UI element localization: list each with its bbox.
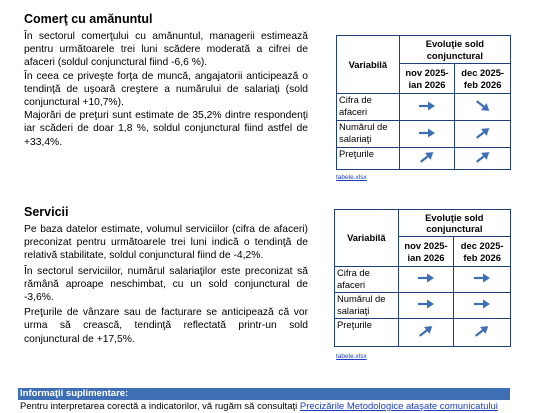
table-header-col2: dec 2025-feb 2026 (454, 237, 511, 267)
table-row (335, 319, 511, 347)
trend-arrow-icon (416, 324, 436, 338)
methodology-link[interactable]: Precizările Metodologice ataşate comunicatului (299, 401, 498, 412)
services-paragraph-2: În sectorul serviciilor, numărul salariaţilor este preconizat să rămână aproape neschimbat, cu un sold conjunctural de -3,6%. (24, 265, 308, 304)
info-text-lead: Pentru interpretarea corectă a indicatorilor, vă rugăm să consultaţi (20, 401, 300, 412)
trend-cell (455, 148, 511, 170)
trend-arrow-icon (472, 271, 492, 285)
trend-cell (454, 319, 511, 347)
table-header-group: Evoluţie sold conjunctural (399, 36, 510, 64)
trend-cell (454, 267, 511, 293)
table-row (337, 148, 511, 170)
commerce-paragraph-1: În sectorul comerţului cu amănuntul, managerii estimează pentru următoarele trei luni scădere moderată a cifrei de afaceri (soldul conjunctural fiind -6,6 %). (24, 31, 308, 69)
row-label: Preţurile (335, 319, 399, 347)
trend-cell (398, 267, 454, 293)
trend-arrow-icon (472, 324, 492, 338)
trend-arrow-icon (417, 150, 437, 164)
info-heading: Informaţii suplimentare: (18, 388, 510, 400)
trend-arrow-icon (417, 99, 437, 113)
commerce-tables-link[interactable]: tabele.xlsx (336, 174, 367, 181)
trend-arrow-icon (473, 126, 493, 140)
commerce-indicator-table (336, 35, 511, 170)
trend-cell (399, 94, 455, 121)
services-indicator-table (334, 209, 511, 347)
row-label: Cifra de afaceri (335, 267, 399, 293)
table-header-variable: Variabilă (337, 36, 400, 94)
trend-arrow-icon (417, 126, 437, 140)
services-paragraph-3: Preţurile de vânzare sau de facturare se anticipează că vor urma să crească, tendinţă reflectată printr-un sold conjunctural de +17,5%. (24, 307, 308, 345)
trend-cell (399, 121, 455, 148)
table-header-group: Evoluţie sold conjunctural (398, 210, 510, 237)
trend-arrow-icon (416, 297, 436, 311)
table-row (337, 94, 511, 121)
trend-cell (454, 293, 511, 319)
trend-cell (455, 121, 511, 148)
trend-cell (398, 293, 454, 319)
services-tables-link[interactable]: tabele.xlsx (336, 353, 367, 360)
trend-cell (398, 319, 454, 347)
row-label: Numărul de salariaţi (335, 293, 399, 319)
table-header-variable: Variabilă (335, 210, 399, 267)
trend-arrow-icon (473, 99, 493, 113)
section-title-commerce: Comerţ cu amănuntul (24, 12, 153, 26)
table-row (335, 267, 511, 293)
table-row (335, 293, 511, 319)
table-header-col2: dec 2025-feb 2026 (455, 64, 511, 94)
trend-arrow-icon (416, 271, 436, 285)
row-label: Numărul de salariaţi (337, 121, 400, 148)
row-label: Preţurile (337, 148, 400, 170)
trend-cell (399, 148, 455, 170)
services-paragraph-1: Pe baza datelor estimate, volumul serviciilor (cifra de afaceri) preconizat pentru următoarele trei luni indică o tendinţă de relativă stabilitate, soldul conjunctural fiind de -4,2%. (24, 224, 308, 262)
info-text (20, 401, 520, 413)
trend-cell (455, 94, 511, 121)
section-title-services: Servicii (24, 205, 69, 219)
commerce-paragraph-2: În ceea ce priveşte forţa de muncă, angajatorii anticipează o tendinţă de uşoară creştere a numărului de salariaţi (sold conjunctural +10,7%). (24, 70, 308, 109)
services-text (24, 223, 308, 346)
commerce-text (24, 30, 308, 149)
trend-arrow-icon (472, 297, 492, 311)
table-row (337, 121, 511, 148)
table-header-col1: nov 2025-ian 2026 (399, 64, 455, 94)
row-label: Cifra de afaceri (337, 94, 400, 121)
commerce-paragraph-3: Majorări de preţuri sunt estimate de 35,2% dintre respondenţi iar scăderi de doar 1,8 %, soldul conjunctural fiind astfel de +33,4%. (24, 110, 308, 148)
trend-arrow-icon (473, 150, 493, 164)
table-header-col1: nov 2025-ian 2026 (398, 237, 454, 267)
